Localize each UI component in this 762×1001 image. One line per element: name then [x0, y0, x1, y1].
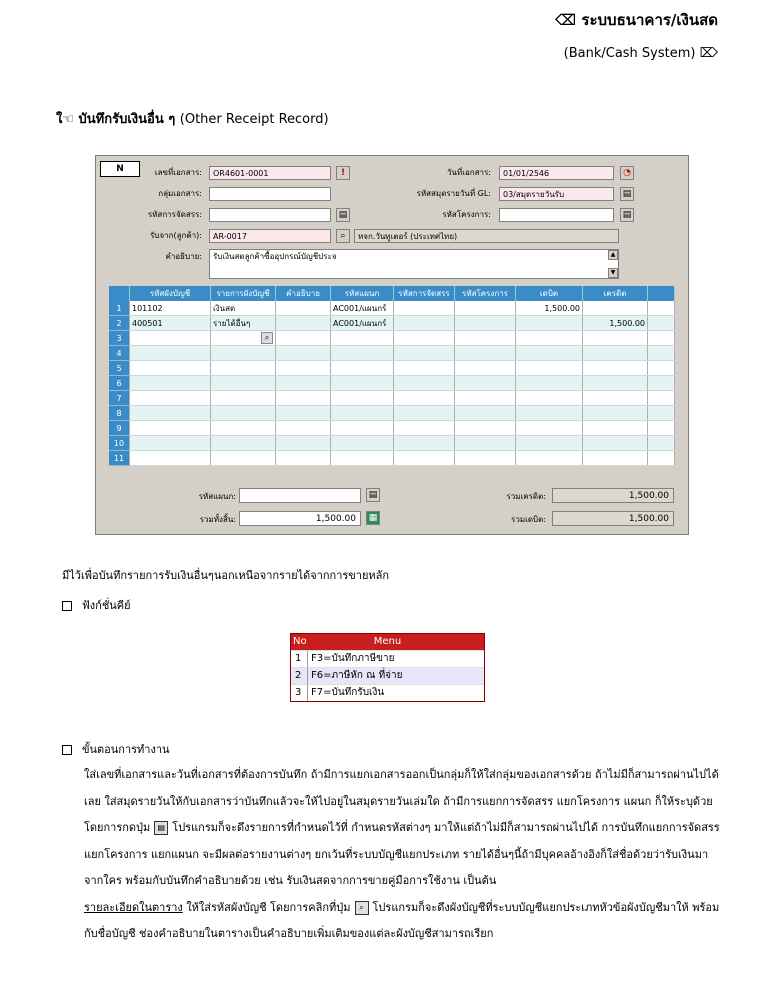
table-detail-text-b: โปรแกรมก็จะดึงผังบัญชีที่ระบบบัญชีแยกประเภทหัวข้อผังบัญชีมาให้ พร้อมกับชื่อบัญชี ช่องคำอธิบายในตารางเป็นคำอธิบายเพิ่มเติมของแต่ละผังบัญชีสามารถเรียก: [84, 900, 720, 940]
checkbox-bullet-icon: [62, 745, 72, 755]
section-title: [56, 108, 329, 129]
alloc-field[interactable]: [209, 208, 331, 222]
cell-filler: [648, 301, 675, 316]
cell-dept[interactable]: [331, 376, 394, 391]
row-number: 4: [109, 346, 130, 361]
cell-name[interactable]: [211, 436, 276, 451]
cell-credit[interactable]: [583, 421, 648, 436]
section-title-en: (Other Receipt Record): [179, 112, 329, 127]
cell-debit[interactable]: [516, 361, 583, 376]
cell-alloc[interactable]: [394, 346, 455, 361]
credit-total-field: 1,500.00: [552, 488, 674, 503]
debit-total-label: รวมเดบิต:: [511, 515, 546, 524]
cell-acct[interactable]: [130, 361, 211, 376]
cell-desc[interactable]: [276, 301, 331, 316]
col-filler: [648, 286, 675, 301]
cell-alloc[interactable]: [394, 436, 455, 451]
cell-desc[interactable]: [276, 376, 331, 391]
menu-item[interactable]: [291, 667, 484, 684]
total-label: รวมทั้งสิ้น:: [199, 515, 236, 524]
menu-item-no: 1: [295, 653, 302, 664]
scroll-down-icon[interactable]: ▼: [608, 268, 618, 278]
section-title-th: บันทึกรับเงินอื่น ๆ: [78, 112, 176, 127]
cell-proj[interactable]: [455, 376, 516, 391]
debit-total-field: 1,500.00: [552, 511, 674, 526]
function-key-menu: [290, 633, 485, 702]
menu-item[interactable]: [291, 650, 484, 667]
cell-credit[interactable]: [583, 376, 648, 391]
cell-proj[interactable]: [455, 406, 516, 421]
cell-acct[interactable]: [130, 346, 211, 361]
cell-proj[interactable]: [455, 436, 516, 451]
steps-text-a: ใส่เลขที่เอกสารและวันที่เอกสารที่ต้องการบันทึก ถ้ามีการแยกเอกสารออกเป็นกลุ่มก็ให้ใส่กลุ่มของเอกสารด้วย ถ้าไม่มีก็สามารถผ่านไปได้เลย ใส่สมุดรายวันให้กับเอกสารว่าบันทึกแล้วจะให้ไปอยู่ในสมุดรายวันเล่มใด ถ้ามีการแยกการจัดสรร แยกโครงการ แผนก ก็ให้ระบุด้วยโดยการกดปุ่ม: [84, 768, 719, 834]
function-keys-heading: [62, 596, 131, 614]
cell-debit[interactable]: [516, 376, 583, 391]
alert-icon[interactable]: !: [336, 166, 350, 180]
system-subtitle: (Bank/Cash System) ⌦: [563, 46, 718, 61]
cell-name[interactable]: [211, 451, 276, 466]
cell-acct[interactable]: [130, 436, 211, 451]
doc-group-field[interactable]: [209, 187, 331, 201]
table-row[interactable]: [109, 301, 675, 316]
scroll-up-icon[interactable]: ▲: [608, 250, 618, 260]
cell-dept[interactable]: [331, 346, 394, 361]
hand-pointer-icon: ใ☜: [56, 112, 75, 127]
cell-alloc[interactable]: [394, 331, 455, 346]
cell-dept[interactable]: AC001/แผนกร์: [331, 316, 394, 331]
steps-heading: [62, 740, 170, 758]
cell-credit[interactable]: [583, 331, 648, 346]
doc-date-field[interactable]: 01/01/2546: [499, 166, 614, 180]
cell-alloc[interactable]: [394, 361, 455, 376]
doc-no-field[interactable]: OR4601-0001: [209, 166, 331, 180]
calculator-icon[interactable]: ▦: [366, 511, 380, 525]
account-search-icon[interactable]: ⌕: [261, 332, 273, 344]
recv-from-name: หจก.วันทูเตอร์ (ประเทศไทย): [354, 229, 619, 243]
table-row[interactable]: [109, 391, 675, 406]
row-number: 2: [109, 316, 130, 331]
system-title: ⌫ ระบบธนาคาร/เงินสด: [554, 11, 718, 29]
menu-item-label: F3=บันทึกภาษีขาย: [307, 651, 394, 667]
cell-desc[interactable]: [276, 421, 331, 436]
cell-debit[interactable]: [516, 331, 583, 346]
cell-desc[interactable]: [276, 436, 331, 451]
cell-desc[interactable]: [276, 361, 331, 376]
cell-credit[interactable]: 1,500.00: [583, 316, 648, 331]
gl-field[interactable]: 03/สมุดรายวันรับ: [499, 187, 614, 201]
table-row[interactable]: [109, 346, 675, 361]
cell-name[interactable]: [211, 391, 276, 406]
dept-lookup-icon[interactable]: ▤: [366, 488, 380, 502]
cell-filler: [648, 451, 675, 466]
table-row[interactable]: [109, 376, 675, 391]
menu-item[interactable]: [291, 684, 484, 701]
cell-proj[interactable]: [455, 451, 516, 466]
cell-acct[interactable]: [130, 421, 211, 436]
cell-filler: [648, 346, 675, 361]
col-acct-name: รายการผังบัญชี: [211, 286, 276, 301]
gl-label: รหัสสมุดรายวันที่ GL:: [416, 189, 491, 198]
cell-credit[interactable]: [583, 391, 648, 406]
row-number: 1: [109, 301, 130, 316]
cell-filler: [648, 421, 675, 436]
table-row[interactable]: [109, 406, 675, 421]
cell-name[interactable]: [211, 421, 276, 436]
search-button-icon: ⌕: [355, 901, 369, 915]
table-detail-heading: รายละเอียดในตาราง: [84, 900, 183, 914]
cell-acct[interactable]: [130, 331, 211, 346]
gl-lookup-icon[interactable]: ▤: [620, 187, 634, 201]
cell-debit[interactable]: [516, 346, 583, 361]
steps-paragraph: [84, 762, 724, 948]
cell-desc[interactable]: [276, 391, 331, 406]
row-number: 11: [109, 451, 130, 466]
cell-name[interactable]: [211, 331, 276, 346]
document-lookup-icon[interactable]: ▤: [336, 208, 350, 222]
project-lookup-icon[interactable]: ▤: [620, 208, 634, 222]
cell-filler: [648, 391, 675, 406]
menu-item-label: F6=ภาษีหัก ณ ที่จ่าย: [307, 668, 403, 684]
col-dept: รหัสแผนก: [331, 286, 394, 301]
col-desc: คำอธิบาย: [276, 286, 331, 301]
cell-name[interactable]: [211, 376, 276, 391]
col-acct: รหัสผังบัญชี: [130, 286, 211, 301]
other-receipt-form: [95, 155, 689, 535]
project-label: รหัสโครงการ:: [442, 210, 491, 219]
checkbox-bullet-icon: [62, 601, 72, 611]
cell-debit[interactable]: 1,500.00: [516, 301, 583, 316]
total-field: 1,500.00: [239, 511, 361, 526]
steps-text-b: โปรแกรมก็จะดึงรายการที่กำหนดไว้ที่ กำหนดรหัสต่างๆ มาให้แต่ถ้าไม่มีก็สามารถผ่านไปได้ การบันทึกแยกการจัดสรร แยกโครงการ แยกแผนก จะมีผลต่อรายงานต่างๆ ยกเว้นที่ระบบบัญชีแยกประเภท รายได้อื่นๆนี้ถ้ามีบุคคลอ้างอิงก็ใส่ชื่อด้วยว่ารับเงินมาจากใคร พร้อมกับบันทึกคำอธิบายด้วย เช่น รับเงินสดจากการขายคู่มือการใช้งาน เป็นต้น: [84, 821, 720, 887]
cell-debit[interactable]: [516, 451, 583, 466]
table-detail-text-a: ให้ใส่รหัสผังบัญชี โดยการคลิกที่ปุ่ม: [186, 900, 351, 914]
cell-desc[interactable]: [276, 451, 331, 466]
cell-desc[interactable]: [276, 346, 331, 361]
journal-grid: [109, 286, 675, 466]
table-row[interactable]: [109, 451, 675, 466]
cell-debit[interactable]: [516, 421, 583, 436]
cell-credit[interactable]: [583, 361, 648, 376]
cell-acct[interactable]: 101102: [130, 301, 211, 316]
menu-no-header: No: [293, 636, 307, 647]
cell-desc[interactable]: [276, 406, 331, 421]
cell-filler: [648, 376, 675, 391]
cell-proj[interactable]: [455, 301, 516, 316]
cell-acct[interactable]: 400501: [130, 316, 211, 331]
row-number-header: [109, 286, 130, 301]
cell-debit[interactable]: [516, 406, 583, 421]
cell-name[interactable]: รายได้อื่นๆ: [211, 316, 276, 331]
cell-acct[interactable]: [130, 376, 211, 391]
document-button-icon: ▤: [154, 821, 168, 835]
menu-item-label: F7=บันทึกรับเงิน: [307, 685, 384, 701]
intro-text: มีไว้เพื่อบันทึกรายการรับเงินอื่นๆนอกเหนือจากรายได้จากการขายหลัก: [62, 569, 390, 582]
cell-filler: [648, 361, 675, 376]
col-alloc: รหัสการจัดสรร: [394, 286, 455, 301]
cell-alloc[interactable]: [394, 391, 455, 406]
cell-alloc[interactable]: [394, 451, 455, 466]
dept-label: รหัสแผนก:: [198, 492, 236, 501]
menu-item-no: 2: [295, 670, 302, 681]
mode-badge: N: [100, 161, 140, 177]
row-number: 3: [109, 331, 130, 346]
table-row[interactable]: [109, 436, 675, 451]
table-row[interactable]: [109, 421, 675, 436]
cell-desc[interactable]: [276, 331, 331, 346]
function-keys-label: ฟังก์ชั่นคีย์: [82, 599, 131, 612]
project-field[interactable]: [499, 208, 614, 222]
steps-label: ขั้นตอนการทำงาน: [82, 743, 170, 756]
cell-credit[interactable]: [583, 301, 648, 316]
menu-header: [291, 634, 484, 650]
doc-group-label: กลุ่มเอกสาร:: [158, 189, 202, 198]
row-number: 6: [109, 376, 130, 391]
cell-acct[interactable]: [130, 406, 211, 421]
cell-proj[interactable]: [455, 421, 516, 436]
alloc-label: รหัสการจัดสรร:: [147, 210, 202, 219]
cell-desc[interactable]: [276, 316, 331, 331]
recv-from-field[interactable]: AR-0017: [209, 229, 331, 243]
cell-dept[interactable]: [331, 406, 394, 421]
menu-item-no: 3: [295, 687, 302, 698]
credit-total-label: รวมเครดิต:: [506, 492, 546, 501]
col-credit: เครดิต: [583, 286, 648, 301]
table-row[interactable]: [109, 316, 675, 331]
desc-label: คำอธิบาย:: [165, 252, 202, 261]
table-row[interactable]: [109, 331, 675, 346]
cell-dept[interactable]: [331, 391, 394, 406]
cell-proj[interactable]: [455, 331, 516, 346]
row-number: 5: [109, 361, 130, 376]
dept-field[interactable]: [239, 488, 361, 503]
table-row[interactable]: [109, 361, 675, 376]
cell-proj[interactable]: [455, 316, 516, 331]
col-project: รหัสโครงการ: [455, 286, 516, 301]
search-lookup-icon[interactable]: ⌕: [336, 229, 350, 243]
cell-filler: [648, 316, 675, 331]
cell-alloc[interactable]: [394, 301, 455, 316]
doc-no-label: เลขที่เอกสาร:: [154, 168, 202, 177]
menu-title-header: Menu: [373, 636, 402, 647]
grid-header: [109, 286, 675, 301]
cell-proj[interactable]: [455, 346, 516, 361]
calendar-icon[interactable]: ◔: [620, 166, 634, 180]
recv-from-label: รับจาก(ลูกค้า):: [150, 231, 202, 240]
cell-acct[interactable]: [130, 391, 211, 406]
cell-debit[interactable]: [516, 391, 583, 406]
cell-filler: [648, 331, 675, 346]
cell-alloc[interactable]: [394, 316, 455, 331]
cell-name[interactable]: [211, 361, 276, 376]
col-debit: เดบิต: [516, 286, 583, 301]
cell-credit[interactable]: [583, 406, 648, 421]
cell-credit[interactable]: [583, 451, 648, 466]
cell-credit[interactable]: [583, 436, 648, 451]
cell-name[interactable]: เงินสด: [211, 301, 276, 316]
cell-proj[interactable]: [455, 391, 516, 406]
cell-dept[interactable]: [331, 451, 394, 466]
cell-name[interactable]: [211, 406, 276, 421]
cell-debit[interactable]: [516, 316, 583, 331]
row-number: 10: [109, 436, 130, 451]
cell-name[interactable]: [211, 346, 276, 361]
cell-dept[interactable]: [331, 361, 394, 376]
cell-dept[interactable]: [331, 331, 394, 346]
row-number: 9: [109, 421, 130, 436]
cell-dept[interactable]: AC001/แผนกร์: [331, 301, 394, 316]
cell-debit[interactable]: [516, 436, 583, 451]
row-number: 7: [109, 391, 130, 406]
cell-dept[interactable]: [331, 421, 394, 436]
row-number: 8: [109, 406, 130, 421]
cell-acct[interactable]: [130, 451, 211, 466]
cell-filler: [648, 436, 675, 451]
cell-alloc[interactable]: [394, 406, 455, 421]
cell-credit[interactable]: [583, 346, 648, 361]
cell-alloc[interactable]: [394, 421, 455, 436]
cell-dept[interactable]: [331, 436, 394, 451]
cell-alloc[interactable]: [394, 376, 455, 391]
cell-proj[interactable]: [455, 361, 516, 376]
cell-filler: [648, 406, 675, 421]
doc-date-label: วันที่เอกสาร:: [447, 168, 491, 177]
desc-field[interactable]: รับเงินสดลูกค้าซื้ออุปกรณ์บัญชีประจ: [209, 249, 619, 279]
